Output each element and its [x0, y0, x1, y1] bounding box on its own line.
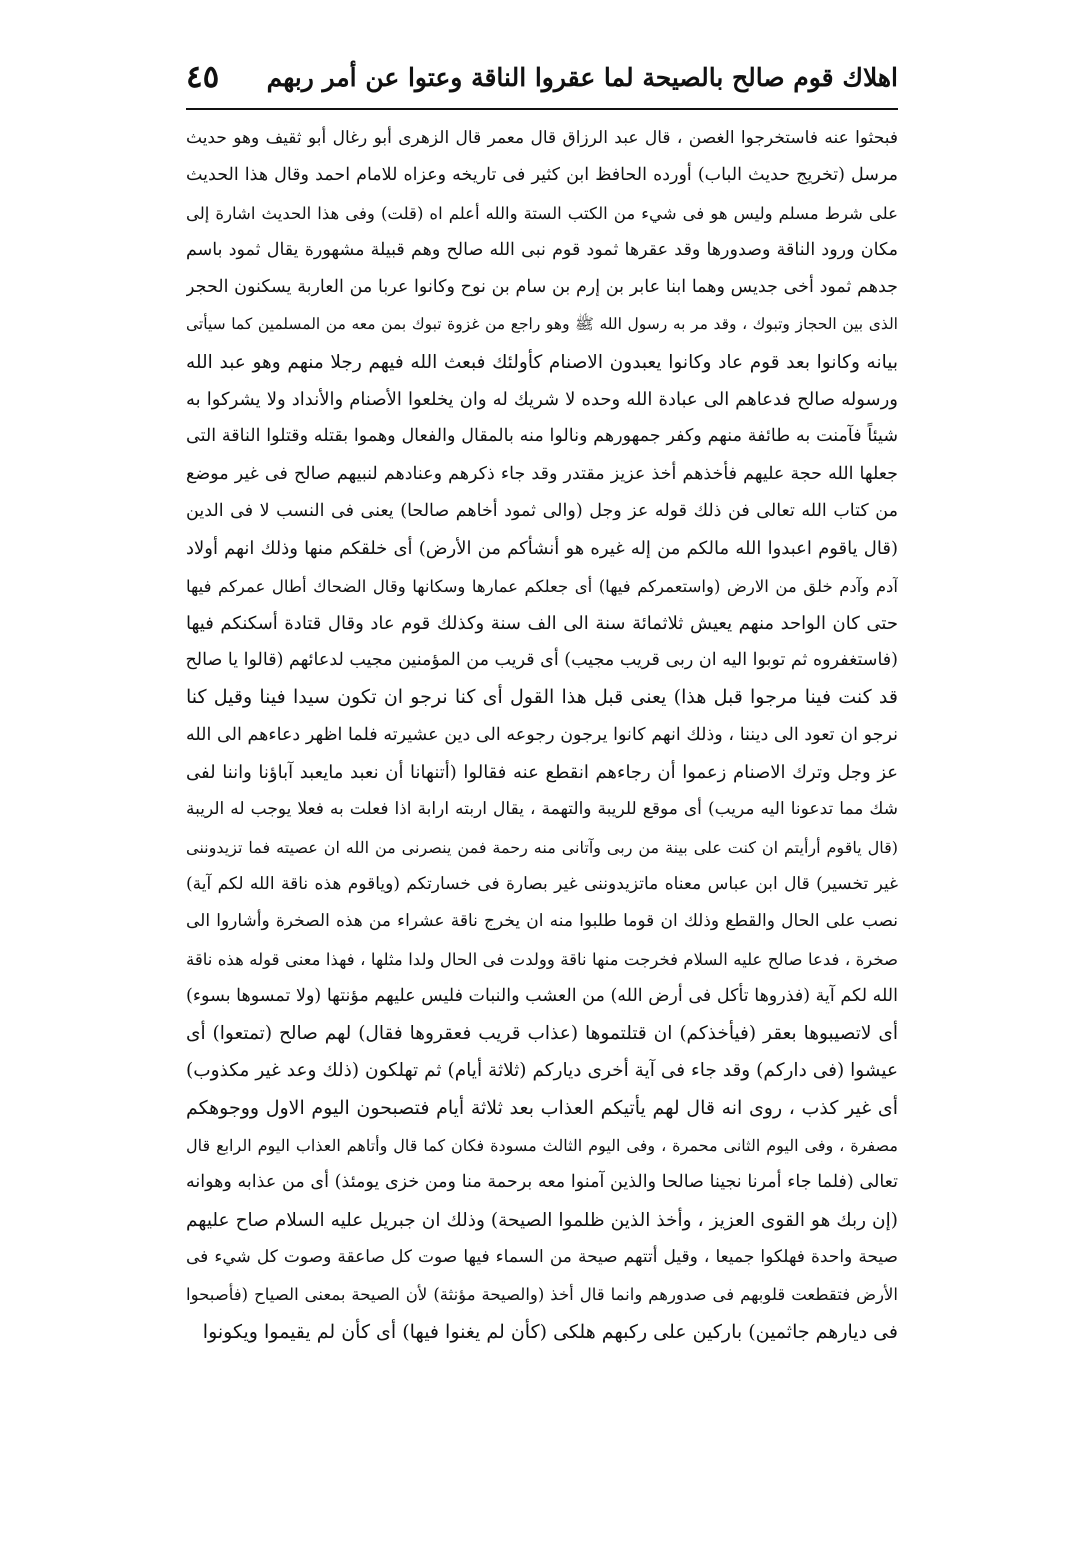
- running-header: [186, 52, 898, 102]
- text-line: الله لكم آية (فذروها تأكل فى أرض الله) من العشب والنبات فليس عليهم مؤنتها (ولا تمسوها بسوء): [186, 985, 898, 1006]
- text-line: مكان ورود الناقة وصدورها وقد عقرها ثمود قوم نبى الله صالح وهم قبيلة مشهورة يقال ثمود باسم: [186, 239, 898, 260]
- text-line: قد كنت فينا مرجوا قبل هذا) يعنى قبل هذا القول أى كنا نرجو ان تكون سيدا فينا وقيل كنا: [186, 686, 898, 709]
- text-line: صيحة واحدة فهلكوا جميعا ، وقيل أتتهم صيحة من السماء فيها صوت كل صاعقة وصوت كل شيء فى: [186, 1246, 898, 1267]
- text-line: بيانه وكانوا بعد قوم عاد وكانوا يعبدون الاصنام كأولئك فبعث الله فيهم رجلا منهم وهو عبد الله: [186, 351, 898, 373]
- text-line: أى لاتصيبوها بعقر (فيأخذكم) ان قتلتموها (عذاب قريب فعقروها فقال) لهم صالح (تمتعوا) أى: [186, 1023, 898, 1045]
- text-line: حتى كان الواحد منهم يعيش ثلاثمائة سنة الى الف سنة وكذلك قوم عاد وقال قتادة أسكنكم فيها: [186, 612, 898, 634]
- text-line: (فاستغفروه ثم توبوا اليه ان ربى قريب مجيب) أى قريب من المؤمنين مجيب لدعائهم (قالوا يا صالح: [186, 650, 898, 671]
- header-rule: [186, 108, 898, 110]
- text-line: الذى بين الحجاز وتبوك ، وقد مر به رسول الله ﷺ وهو راجع من غزوة تبوك بمن معه من المسلمين كما سيأتى: [186, 315, 898, 334]
- text-line: جعلها الله حجة عليهم فأخذهم أخذ عزيز مقتدر وقد جاء ذكرهم وعنادهم لنبيهم صالح فى غير موضع: [186, 463, 898, 484]
- text-line: عز وجل وترك الاصنام زعموا أن رجاءهم انقطع عنه فقالوا (أتنهانا أن نعبد مايعبد آباؤنا واننا لفى: [186, 762, 898, 784]
- text-line: (قال ياقوم اعبدوا الله مالكم من إله غيره هو أنشأكم من الأرض) أى خلقكم منها وذلك انهم أولاد: [186, 538, 898, 560]
- text-line: من كتاب الله تعالى فن ذلك قوله عز وجل (والى ثمود أخاهم صالحا) يعنى فى النسب لا فى الدين: [186, 500, 898, 521]
- text-line: جدهم ثمود أخى جديس وهما ابنا عابر بن إرم بن سام بن نوح وكانوا عربا من العاربة يسكنون الحجر: [186, 277, 898, 298]
- text-line: مرسل (تخريج حديث الباب) أورده الحافظ ابن كثير فى تاريخه وعزاه للامام احمد وقال هذا الحديث: [186, 165, 898, 186]
- text-line: غير تخسير) قال ابن عباس معناه ماتزيدوننى غير بصارة فى خسارتكم (وياقوم هذه ناقة الله لكم آية): [186, 873, 898, 894]
- text-line: نرجو ان تعود الى ديننا ، وذلك انهم كانوا يرجون رجوعه الى دين عشيرته فلما اظهر دعاءهم الى الله: [186, 724, 898, 745]
- header-title: اهلاك قوم صالح بالصيحة لما عقروا الناقة وعتوا عن أمر ربهم: [266, 62, 898, 92]
- text-line: فبحثوا عنه فاستخرجوا الغصن ، قال عبد الرزاق قال معمر قال الزهرى أبو رغال أبو ثقيف وهو حديث: [186, 128, 898, 148]
- text-line: مصفرة ، وفى اليوم الثانى محمرة ، وفى اليوم الثالث مسودة فكان كما قال وأتاهم العذاب اليوم الرابع قال: [186, 1136, 898, 1156]
- text-line: الأرض فتقطعت قلوبهم فى صدورهم وانما قال أخذ (والصيحة مؤنثة) لأن الصيحة بمعنى الصياح (فأصبحوا: [186, 1285, 898, 1305]
- text-line: (قال ياقوم أرأيتم ان كنت على بينة من ربى وآتانى منه رحمة فمن ينصرنى من الله ان عصيته فما تزيدوننى: [186, 837, 898, 857]
- text-line: آدم وآدم خلق من الارض (واستعمركم فيها) أى جعلكم عمارها وسكانها وقال الضحاك أطال عمركم فيها: [186, 576, 898, 596]
- page-number: ٤٥: [186, 59, 220, 95]
- text-line: تعالى (فلما جاء أمرنا نجينا صالحا والذين آمنوا معه برحمة منا ومن خزى يومئذ) أى من عذابه وهوانه: [186, 1172, 898, 1193]
- text-line: عيشوا (فى داركم) وقد جاء فى آية أخرى دياركم (ثلاثة أيام) ثم تهلكون (ذلك وعد غير مكذوب): [186, 1060, 898, 1082]
- body-text: [186, 120, 898, 1351]
- text-line: شيئاً فآمنت به طائفة منهم وكفر جمهورهم ونالوا منه بالمقال والفعال وهموا بقتله وقتلوا الناقة التى: [186, 426, 898, 447]
- text-line: فى ديارهم جاثمين) باركين على ركبهم هلكى (كأن لم يغنوا فيها) أى كأن لم يقيموا ويكونوا: [202, 1320, 898, 1343]
- text-line: شك مما تدعونا اليه مريب) أى موقع للريبة والتهمة ، يقال اربته ارابة اذا فعلت به فعلا يوجب له الريبة: [186, 799, 898, 820]
- text-line: ورسوله صالح فدعاهم الى عبادة الله وحده لا شريك له وان يخلعوا الأصنام والأنداد ولا يشركوا به: [186, 389, 898, 411]
- text-line: على شرط مسلم وليس هو فى شيء من الكتب الستة والله أعلم اه (قلت) وفى هذا الحديث اشارة إلى: [186, 203, 898, 223]
- text-line: صخرة ، فدعا صالح عليه السلام فخرجت منها ناقة وولدت فى الحال ولدا مثلها ، فهذا معنى قوله هذه ناقة: [186, 949, 898, 969]
- text-line: نصب على الحال والقطع وذلك ان قوما طلبوا منه ان يخرج ناقة عشراء من هذه الصخرة وأشاروا الى: [186, 911, 898, 932]
- text-line: أى غير كذب ، روى انه قال لهم يأتيكم العذاب بعد ثلاثة أيام فتصبحون اليوم الاول ووجوهكم: [186, 1096, 898, 1119]
- text-line: (إن ربك هو القوى العزيز ، وأخذ الذين ظلموا الصيحة) وذلك ان جبريل عليه السلام صاح عليهم: [186, 1209, 898, 1231]
